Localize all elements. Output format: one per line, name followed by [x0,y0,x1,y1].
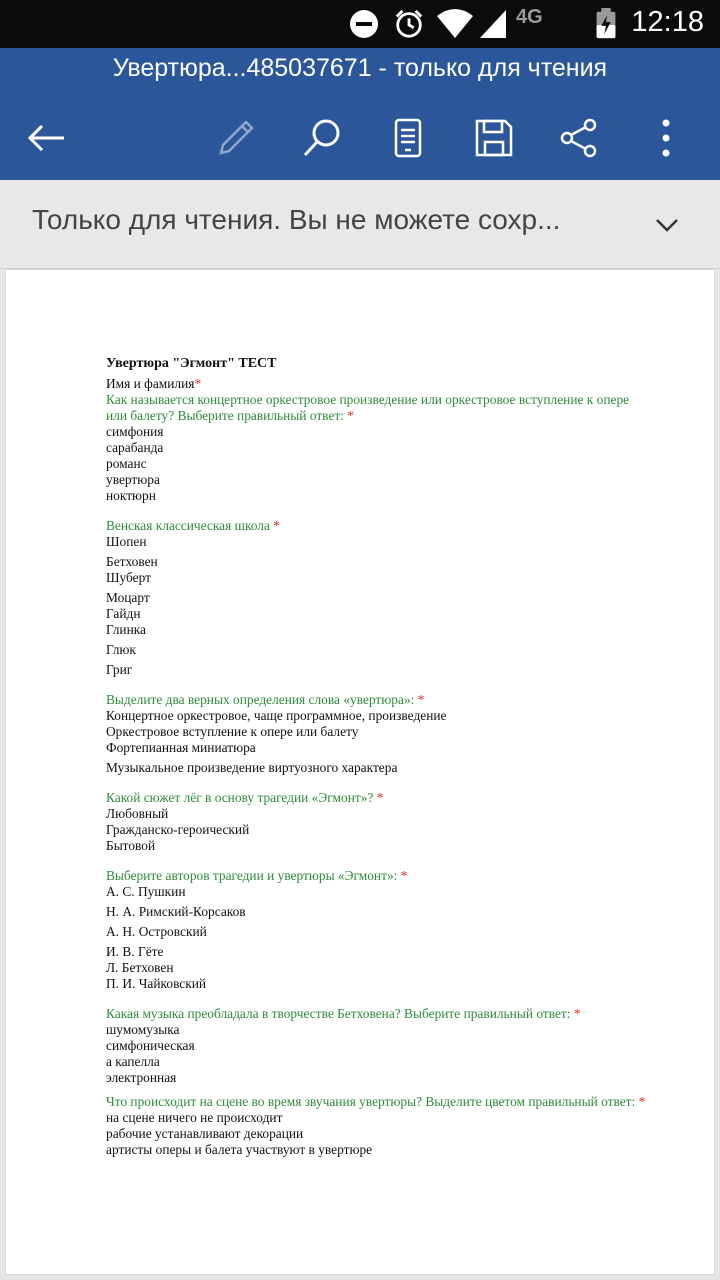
answer-option: сарабанда [106,440,164,455]
document-title: Увертюра...485037671 - только для чтения [112,54,608,82]
status-bar [0,0,720,48]
share-icon [559,118,599,158]
question-label: Выделите два верных определения слова «увертюра»: [106,692,418,707]
question-label: Выберите авторов трагедии и увертюры «Эгмонт»: [106,868,401,883]
required-mark: * [573,1006,581,1021]
app-bar [0,48,720,180]
answer-option: И. В. Гёте [106,944,164,959]
answer-option: Бетховен [106,554,158,569]
question-text [106,1094,651,1110]
answer-option: на сцене ничего не происходит [106,1110,283,1125]
answer-option: А. С. Пушкин [106,884,186,899]
question-label: Что происходит на сцене во время звучания увертюры? Выделите цветом правильный ответ: [106,1094,639,1109]
search-button[interactable] [294,110,350,166]
question-text [106,518,651,534]
answer-option: Концертное оркестровое, чаще программное, произведение [106,708,447,723]
answer-option: электронная [106,1070,177,1085]
question-label: Какая музыка преобладала в творчестве Бетховена? Выберите правильный ответ: [106,1006,574,1021]
answer-option: П. И. Чайковский [106,976,207,991]
document-page[interactable] [6,270,714,1274]
answer-option: А. Н. Островский [106,924,207,939]
answer-option: романс [106,456,147,471]
question-block [106,868,651,992]
answer-option: шумомузыка [106,1022,180,1037]
search-icon [302,118,342,158]
question-block [106,692,651,776]
answer-option: Любовный [106,806,169,821]
question-text [106,868,651,884]
mobile-view-icon [393,118,423,158]
answer-option: Гражданско-героический [106,822,250,837]
answer-option: симфоническая [106,1038,195,1053]
question-block [106,1094,651,1158]
answer-option: симфония [106,424,164,439]
question-label: Какой сюжет лёг в основу трагедии «Эгмонт»? [106,790,377,805]
answer-option: Григ [106,662,133,677]
edit-button[interactable] [208,110,264,166]
answer-option: ноктюрн [106,488,156,503]
question-block [106,790,651,854]
pencil-icon [216,118,256,158]
answer-option: увертюра [106,472,160,487]
question-block [106,392,651,504]
question-text [106,790,651,806]
answer-option: Бытовой [106,838,156,853]
back-button[interactable] [18,110,74,166]
question-label: Как называется концертное оркестровое произведение или оркестровое вступление к опере или балету? Выберите правильный ответ: [106,392,630,423]
name-field-label: Имя и фамилия* [106,376,202,391]
network-type: 4G [516,6,543,28]
answer-option: рабочие устанавливают декорации [106,1126,304,1141]
read-only-message: Только для чтения. Вы не можете сохр... [32,204,561,235]
back-arrow-icon [26,123,66,153]
answer-option: Шопен [106,534,147,549]
required-mark: * [376,790,384,805]
required-mark: * [194,376,202,391]
required-mark: * [638,1094,646,1109]
question-label: Венская классическая школа [106,518,274,533]
more-vertical-icon [661,118,671,158]
wifi-icon [436,8,474,40]
share-button[interactable] [551,110,607,166]
question-text [106,692,651,708]
required-mark: * [417,692,425,707]
answer-option: Моцарт [106,590,150,605]
read-only-banner[interactable] [0,180,720,269]
answer-option: Глинка [106,622,146,637]
answer-option: Оркестровое вступление к опере или балету [106,724,359,739]
document-content [106,356,651,1158]
reading-view-button[interactable] [380,110,436,166]
save-icon [474,118,514,158]
required-mark: * [273,518,280,533]
answer-option: Музыкальное произведение виртуозного характера [106,760,398,775]
question-block [106,518,651,678]
battery-charging-icon [594,8,618,40]
question-text [106,392,651,424]
question-text [106,1006,651,1022]
clock: 12:18 [631,6,704,38]
answer-option: Н. А. Римский-Корсаков [106,904,246,919]
chevron-down-icon[interactable] [652,210,682,240]
cell-signal-icon [478,8,508,40]
more-options-button[interactable] [638,110,694,166]
required-mark: * [400,868,408,883]
question-block [106,1006,651,1086]
answer-option: Фортепианная миниатюра [106,740,256,755]
required-mark: * [347,408,354,423]
do-not-disturb-icon [348,8,380,40]
alarm-icon [392,8,426,40]
answer-option: артисты оперы и балета участвуют в увертюре [106,1142,373,1157]
answer-option: а капелла [106,1054,160,1069]
document-heading: Увертюра "Эгмонт" ТЕСТ [106,356,277,371]
save-button[interactable] [466,110,522,166]
answer-option: Шуберт [106,570,151,585]
answer-option: Глюк [106,642,136,657]
answer-option: Л. Бетховен [106,960,174,975]
answer-option: Гайдн [106,606,141,621]
questions-list [106,392,651,1158]
